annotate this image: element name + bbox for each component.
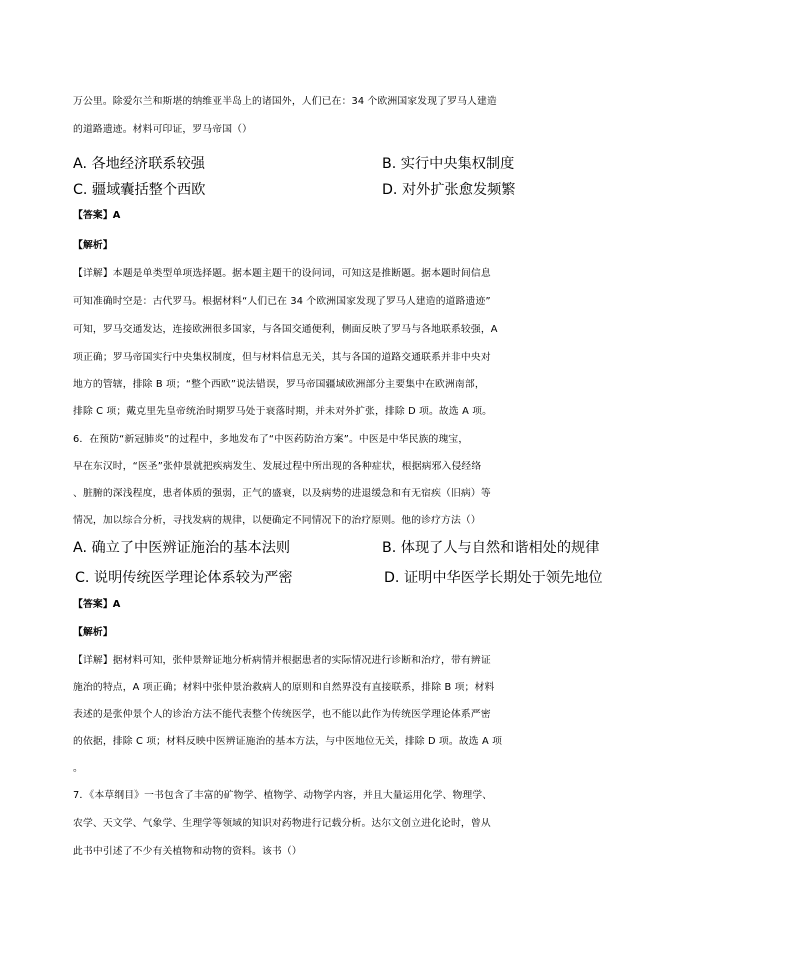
q6-detail-line-3: 表述的是张仲景个人的诊治方法不能代表整个传统医学，也不能以此作为传统医学理论体系严密 (73, 709, 491, 720)
q5-analysis-title: 【解析】 (73, 240, 113, 251)
q5-detail-line-6: 排除 C 项；戴克里先皇帝统治时期罗马处于衰落时期，并未对外扩张，排除 D 项。故选 A 项。 (73, 406, 493, 417)
q5-option-c: C. 疆域囊括整个西欧 (73, 182, 206, 198)
q5-option-d: D. 对外扩张愈发频繁 (382, 182, 516, 198)
q5-option-a: A. 各地经济联系较强 (73, 156, 205, 172)
q7-stem-line-1: 7．《本草纲目》一书包含了丰富的矿物学、植物学、动物学内容，并且大量运用化学、物理学、 (73, 790, 493, 801)
q5-stem-line-1: 万公里。除爱尔兰和斯堪的纳维亚半岛上的诸国外，人们已在：34 个欧洲国家发现了罗马人建造 (73, 96, 497, 107)
q7-stem-line-2: 农学、天文学、气象学、生理学等领域的知识对药物进行记载分析。达尔文创立进化论时，曾从 (73, 818, 491, 829)
q6-stem-line-1: 6．在预防“新冠肺炎”的过程中，多地发布了“中医药防治方案”。中医是中华民族的瑰宝， (73, 434, 469, 445)
q6-stem-line-3: 、脏腑的深浅程度，患者体质的强弱，正气的盛衰，以及病势的进退缓急和有无宿疾（旧病）等 (73, 488, 491, 499)
q5-detail-line-4: 项正确；罗马帝国实行中央集权制度，但与材料信息无关，其与各国的道路交通联系并非中央对 (73, 352, 491, 363)
q5-detail-line-3: 可知，罗马交通发达，连接欧洲很多国家，与各国交通便利，侧面反映了罗马与各地联系较强，A (73, 324, 498, 335)
q5-detail-line-1: 【详解】本题是单类型单项选择题。据本题主题干的设问词，可知这是推断题。据本题时间信息 (73, 268, 491, 279)
q7-stem-line-3: 此书中引述了不少有关植物和动物的资料。该书（） (73, 846, 302, 857)
q5-detail-line-2: 可知准确时空是：古代罗马。根据材料“人们已在 34 个欧洲国家发现了罗马人建造的道路遗迹” (73, 296, 491, 307)
q6-detail-line-5: 。 (73, 763, 83, 774)
q5-option-b: B. 实行中央集权制度 (382, 156, 515, 172)
q6-option-d: D. 证明中华医学长期处于领先地位 (384, 570, 603, 586)
q6-option-b: B. 体现了人与自然和谐相处的规律 (382, 540, 600, 556)
q6-detail-line-1: 【详解】据材料可知，张仲景辩证地分析病情并根据患者的实际情况进行诊断和治疗，带有辨证 (73, 655, 491, 666)
q6-detail-line-4: 的依据，排除 C 项；材料反映中医辨证施治的基本方法，与中医地位无关，排除 D 项。故选 A 项 (73, 736, 503, 747)
q5-stem-line-2: 的道路遗迹。材料可印证，罗马帝国（） (73, 124, 253, 135)
q6-analysis-title: 【解析】 (73, 627, 113, 638)
q6-detail-line-2: 施治的特点，A 项正确；材料中张仲景治救病人的原则和自然界没有直接联系，排除 B 项；材料 (73, 682, 495, 693)
q6-answer: 【答案】A (73, 599, 121, 610)
q6-option-a: A. 确立了中医辨证施治的基本法则 (73, 540, 291, 556)
q6-stem-line-4: 情况，加以综合分析，寻找发病的规律，以便确定不同情况下的治疗原则。他的诊疗方法（） (73, 515, 481, 526)
q5-answer: 【答案】A (73, 210, 121, 221)
q6-option-c: C. 说明传统医学理论体系较为严密 (75, 570, 293, 586)
q6-stem-line-2: 早在东汉时，“医圣”张仲景就把疾病发生、发展过程中所出现的各种症状，根据病邪入侵经络 (73, 461, 482, 472)
q5-detail-line-5: 地方的管辖，排除 B 项；“整个西欧”说法错误，罗马帝国疆域欧洲部分主要集中在欧洲南部， (73, 379, 485, 390)
